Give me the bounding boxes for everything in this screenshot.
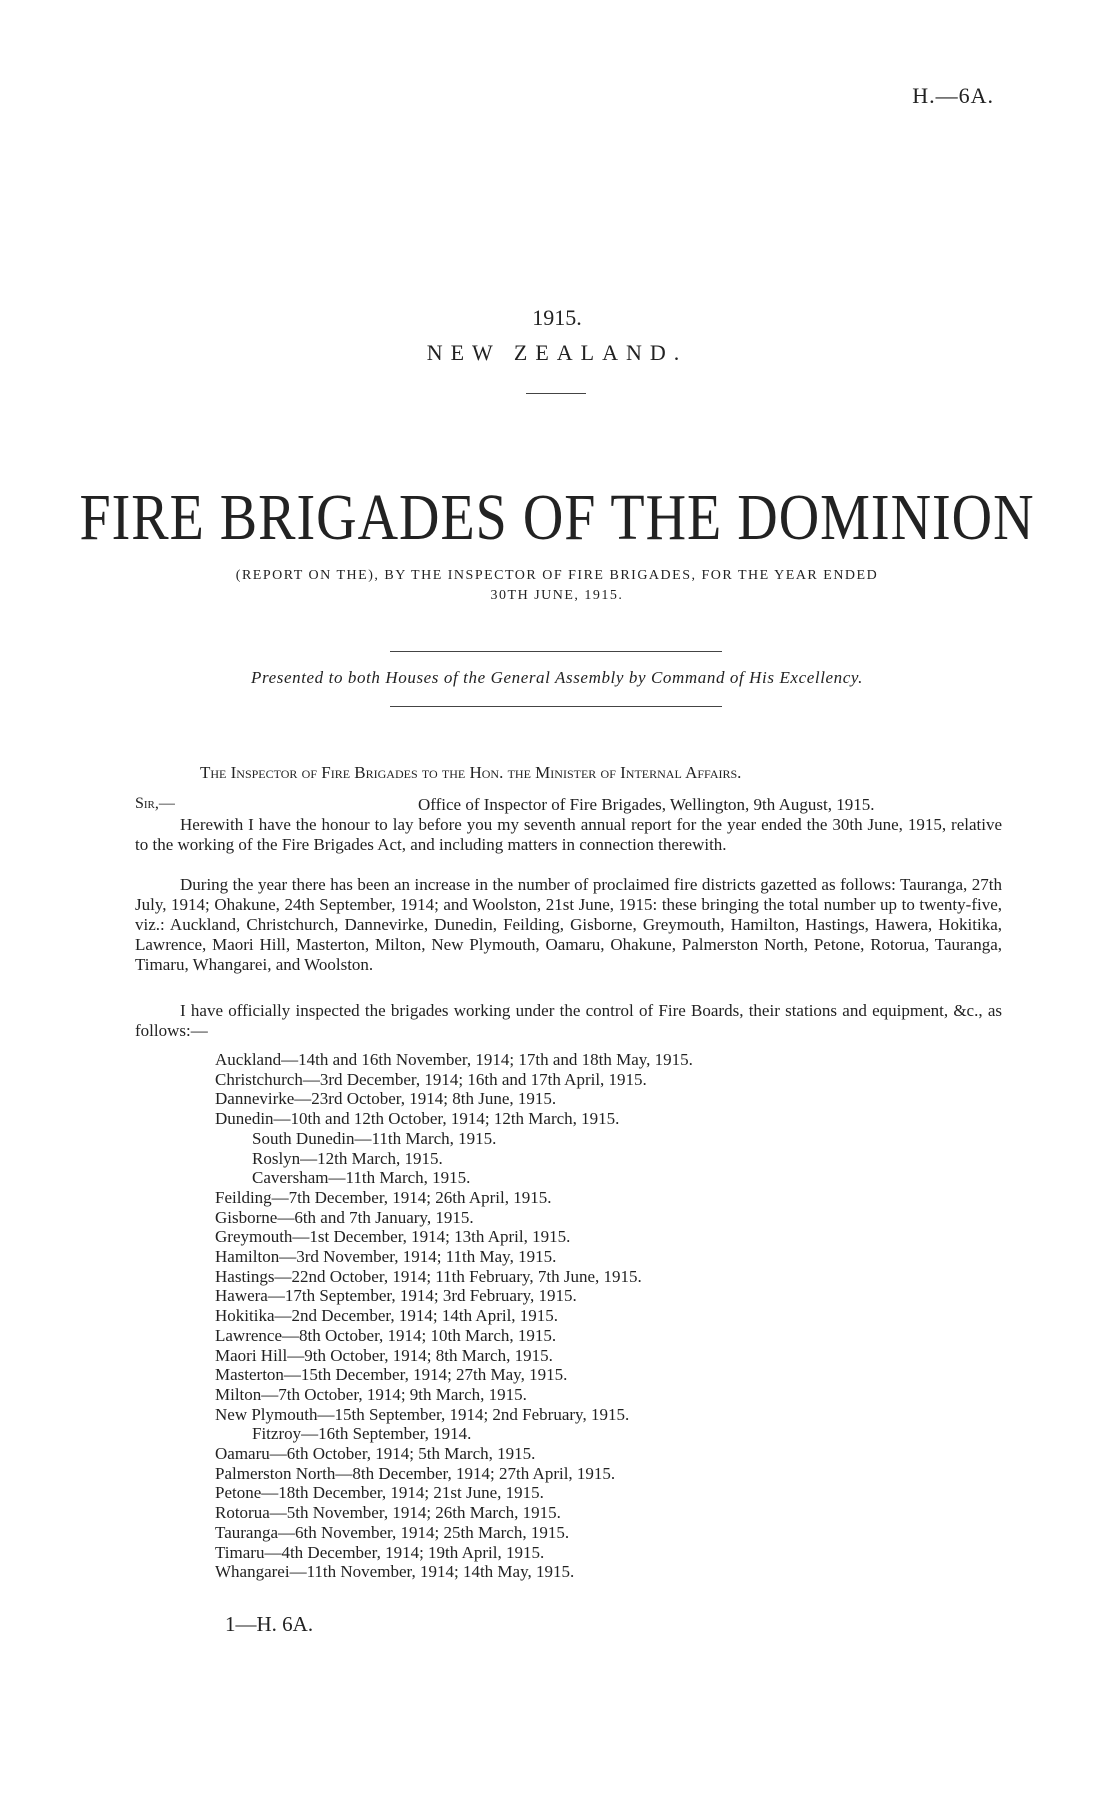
inspection-entry: Masterton—15th December, 1914; 27th May, 1915.	[215, 1365, 568, 1385]
inspection-entry: Feilding—7th December, 1914; 26th April, 1915.	[215, 1187, 552, 1207]
inspection-entry: Greymouth—1st December, 1914; 13th April, 1915.	[215, 1227, 571, 1247]
inspection-entry: Hokitika—2nd December, 1914; 14th April, 1915.	[215, 1306, 559, 1326]
divider	[526, 393, 586, 394]
document-reference: H.—6A.	[912, 83, 994, 108]
report-subtitle: (REPORT ON THE), BY THE INSPECTOR OF FIRE BRIGADES, FOR THE YEAR ENDED	[235, 568, 879, 583]
divider	[390, 651, 722, 652]
inspection-entry: Hastings—22nd October, 1914; 11th February, 7th June, 1915.	[215, 1266, 642, 1286]
letter-office-line: Office of Inspector of Fire Brigades, Wellington, 9th August, 1915.	[418, 795, 875, 814]
inspection-entry: Tauranga—6th November, 1914; 25th March, 1915.	[215, 1522, 570, 1542]
paragraph: I have officially inspected the brigades working under the control of Fire Boards, their stations and equipment, &c., as follows:—	[135, 1001, 1002, 1040]
report-subtitle-date: 30TH JUNE, 1915.	[490, 588, 624, 603]
report-year: 1915.	[532, 305, 582, 330]
inspection-entry: Roslyn—12th March, 1915.	[252, 1148, 443, 1168]
inspection-entry: Maori Hill—9th October, 1914; 8th March, 1915.	[215, 1345, 553, 1365]
report-title: FIRE BRIGADES OF THE DOMINION	[79, 481, 1035, 555]
inspection-entry: Whangarei—11th November, 1914; 14th May, 1915.	[215, 1562, 575, 1582]
presentation-note: Presented to both Houses of the General Assembly by Command of His Excellency.	[251, 668, 863, 687]
country-heading: NEW ZEALAND.	[426, 340, 688, 365]
inspection-entry: Fitzroy—16th September, 1914.	[252, 1424, 472, 1444]
inspection-entry: Gisborne—6th and 7th January, 1915.	[215, 1207, 474, 1227]
divider	[390, 706, 722, 707]
paragraph: During the year there has been an increase in the number of proclaimed fire districts gazetted as follows: Tauranga, 27th July, 1914; Ohakune, 24th September, 1914; and Woolston, 21st June, 1915: these bringing the total number up to twenty-five, viz.: Auckland, Christchurch, Dannevirke, Dunedin, Feilding, Gisborne, Greymouth, Hamilton, Hastings, Hawera, Hokitika, Lawrence, Maori Hill, Masterton, Milton, New Plymouth, Oamaru, Ohakune, Palmerston North, Petone, Rotorua, Tauranga, Timaru, Whangarei, and Woolston.	[135, 875, 1002, 974]
inspection-entry: Petone—18th December, 1914; 21st June, 1915.	[215, 1483, 544, 1503]
inspection-entry: Oamaru—6th October, 1914; 5th March, 1915.	[215, 1444, 536, 1463]
inspection-entry: Milton—7th October, 1914; 9th March, 1915.	[215, 1384, 527, 1404]
page-signature: 1—H. 6A.	[225, 1612, 314, 1636]
inspection-entry: Palmerston North—8th December, 1914; 27th April, 1915.	[215, 1463, 616, 1483]
inspection-entry: Lawrence—8th October, 1914; 10th March, 1915.	[215, 1325, 557, 1345]
letter-sir: Sir,—	[135, 795, 175, 812]
inspection-entry: Dannevirke—23rd October, 1914; 8th June, 1915.	[215, 1089, 557, 1109]
inspection-entry: Timaru—4th December, 1914; 19th April, 1915.	[215, 1542, 545, 1562]
inspection-entry: Auckland—14th and 16th November, 1914; 17th and 18th May, 1915.	[215, 1050, 693, 1069]
paragraph: Herewith I have the honour to lay before you my seventh annual report for the year ended the 30th June, 1915, relative to the working of the Fire Brigades Act, and including matters in connection therewith.	[135, 815, 1002, 854]
letter-salutation: The Inspector of Fire Brigades to the Hon. the Minister of Internal Affairs.	[200, 763, 742, 782]
inspection-entry: New Plymouth—15th September, 1914; 2nd February, 1915.	[215, 1404, 630, 1424]
inspection-entry: Christchurch—3rd December, 1914; 16th and 17th April, 1915.	[215, 1069, 647, 1089]
inspection-entry: South Dunedin—11th March, 1915.	[252, 1128, 497, 1148]
inspection-entry: Rotorua—5th November, 1914; 26th March, 1915.	[215, 1503, 561, 1523]
inspection-entry: Hawera—17th September, 1914; 3rd February, 1915.	[215, 1286, 577, 1306]
inspection-entry: Hamilton—3rd November, 1914; 11th May, 1915.	[215, 1247, 557, 1266]
inspection-entry: Dunedin—10th and 12th October, 1914; 12th March, 1915.	[215, 1109, 620, 1129]
inspection-entry: Caversham—11th March, 1915.	[252, 1168, 471, 1188]
